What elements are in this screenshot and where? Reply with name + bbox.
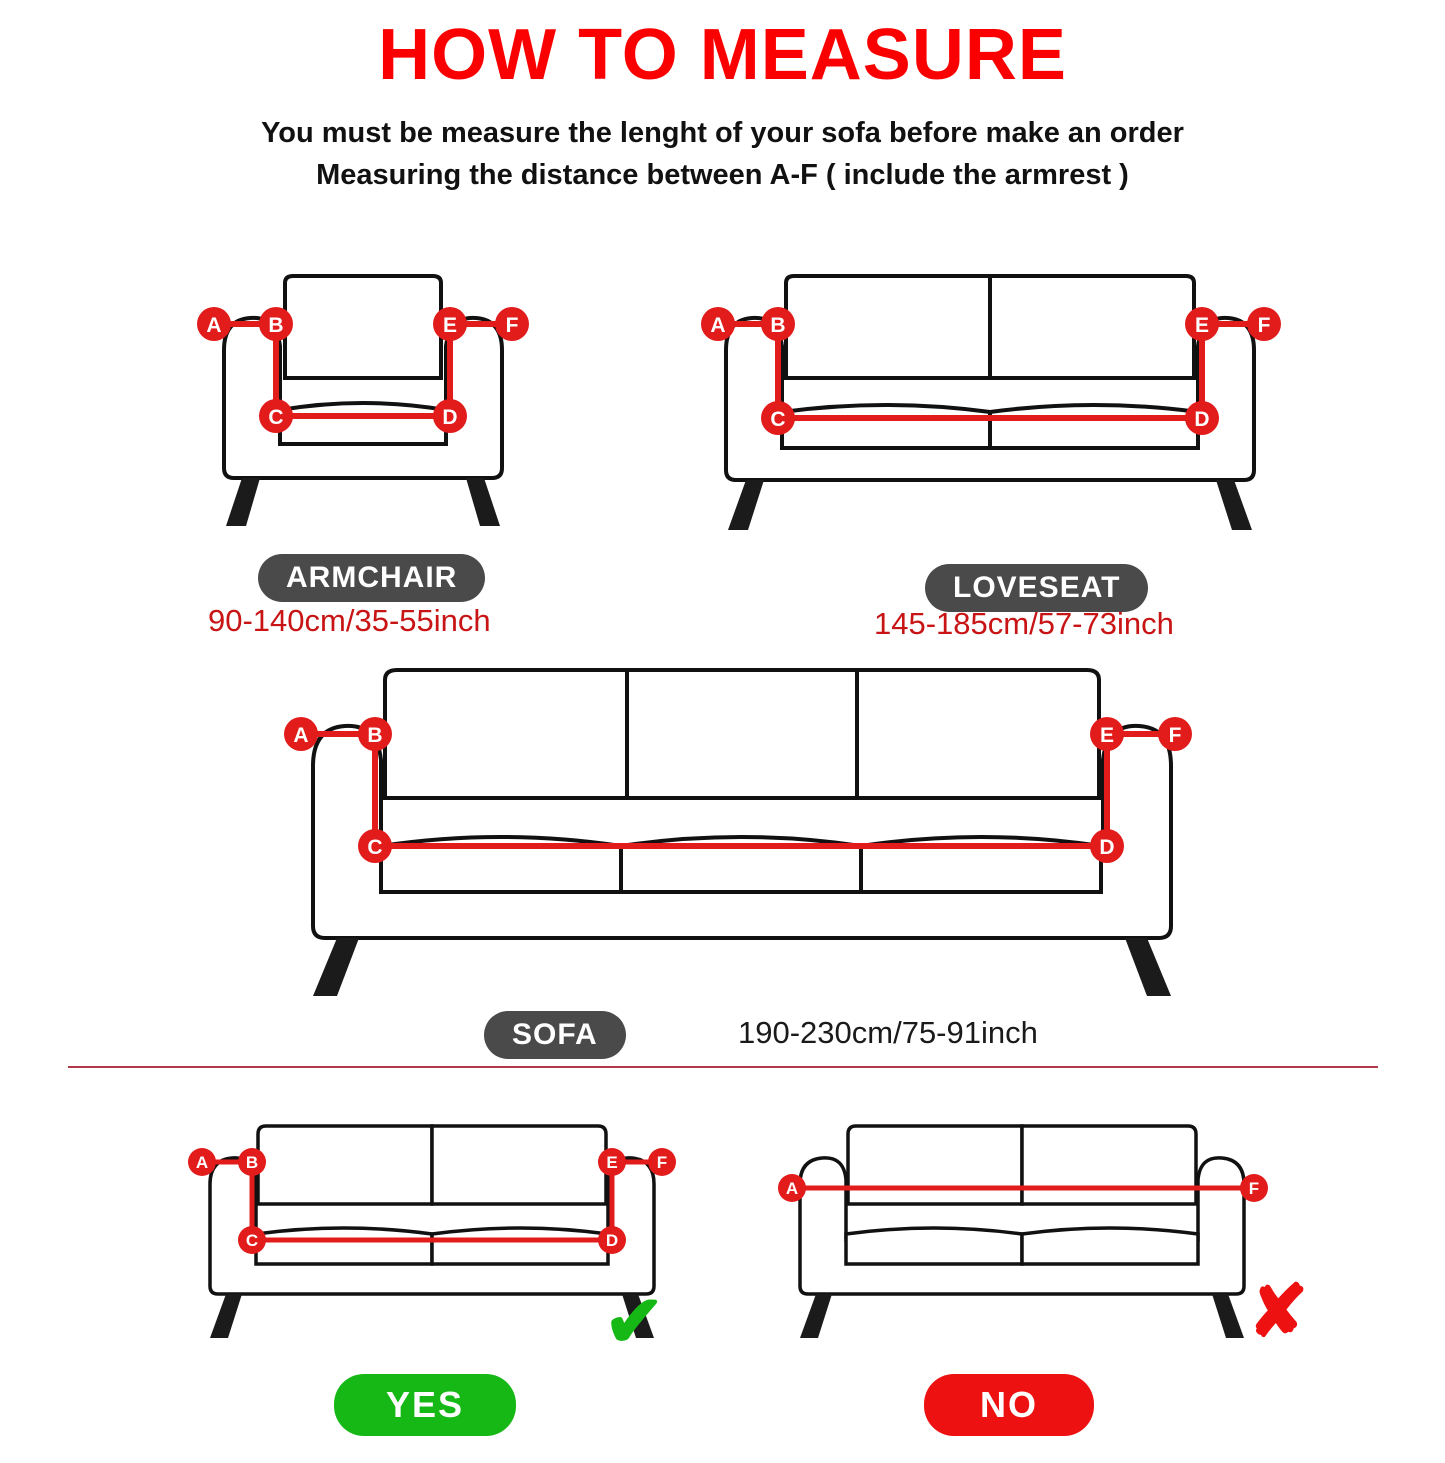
- svg-text:F: F: [505, 314, 519, 337]
- svg-text:B: B: [367, 724, 383, 747]
- no-label: NO: [924, 1374, 1094, 1436]
- svg-text:F: F: [1168, 724, 1182, 747]
- svg-text:D: D: [1194, 408, 1210, 431]
- loveseat-badge: LOVESEAT: [925, 564, 1148, 612]
- svg-text:D: D: [1099, 836, 1115, 859]
- svg-text:E: E: [442, 314, 458, 337]
- svg-text:B: B: [245, 1153, 259, 1172]
- svg-text:B: B: [268, 314, 284, 337]
- svg-text:C: C: [268, 406, 284, 429]
- check-mark-icon: ✔: [604, 1282, 665, 1362]
- svg-text:B: B: [770, 314, 786, 337]
- cross-mark-icon: ✘: [1248, 1272, 1309, 1352]
- svg-text:A: A: [785, 1179, 799, 1198]
- subtitle-line-1: You must be measure the lenght of your sofa before make an order: [261, 116, 1184, 149]
- loveseat-figure: [690, 258, 1310, 538]
- svg-text:A: A: [293, 724, 309, 747]
- page-subtitle: [0, 112, 1445, 196]
- armchair-badge: ARMCHAIR: [258, 554, 485, 602]
- svg-text:F: F: [1248, 1179, 1260, 1198]
- svg-text:D: D: [442, 406, 458, 429]
- svg-text:D: D: [605, 1231, 619, 1250]
- svg-text:E: E: [606, 1153, 618, 1172]
- svg-text:C: C: [770, 408, 786, 431]
- page-title: HOW TO MEASURE: [378, 15, 1067, 95]
- svg-text:C: C: [367, 836, 383, 859]
- svg-text:E: E: [1099, 724, 1115, 747]
- armchair-dimension: 90-140cm/35-55inch: [208, 603, 491, 638]
- yes-label: YES: [334, 1374, 516, 1436]
- incorrect-example-figure: [770, 1108, 1290, 1348]
- section-divider: [68, 1066, 1378, 1068]
- sofa-dimension: 190-230cm/75-91inch: [738, 1015, 1038, 1050]
- svg-text:F: F: [656, 1153, 668, 1172]
- svg-text:F: F: [1257, 314, 1271, 337]
- svg-text:C: C: [245, 1231, 259, 1250]
- svg-text:A: A: [206, 314, 222, 337]
- sofa-figure: [275, 648, 1205, 1008]
- sofa-badge: SOFA: [484, 1011, 626, 1059]
- armchair-figure: [180, 258, 580, 538]
- subtitle-line-2: Measuring the distance between A-F ( include the armrest ): [316, 158, 1129, 191]
- svg-text:E: E: [1194, 314, 1210, 337]
- svg-text:A: A: [195, 1153, 209, 1172]
- svg-text:A: A: [710, 314, 726, 337]
- loveseat-dimension: 145-185cm/57-73inch: [874, 606, 1174, 641]
- how-to-measure-infographic: [0, 15, 1445, 1463]
